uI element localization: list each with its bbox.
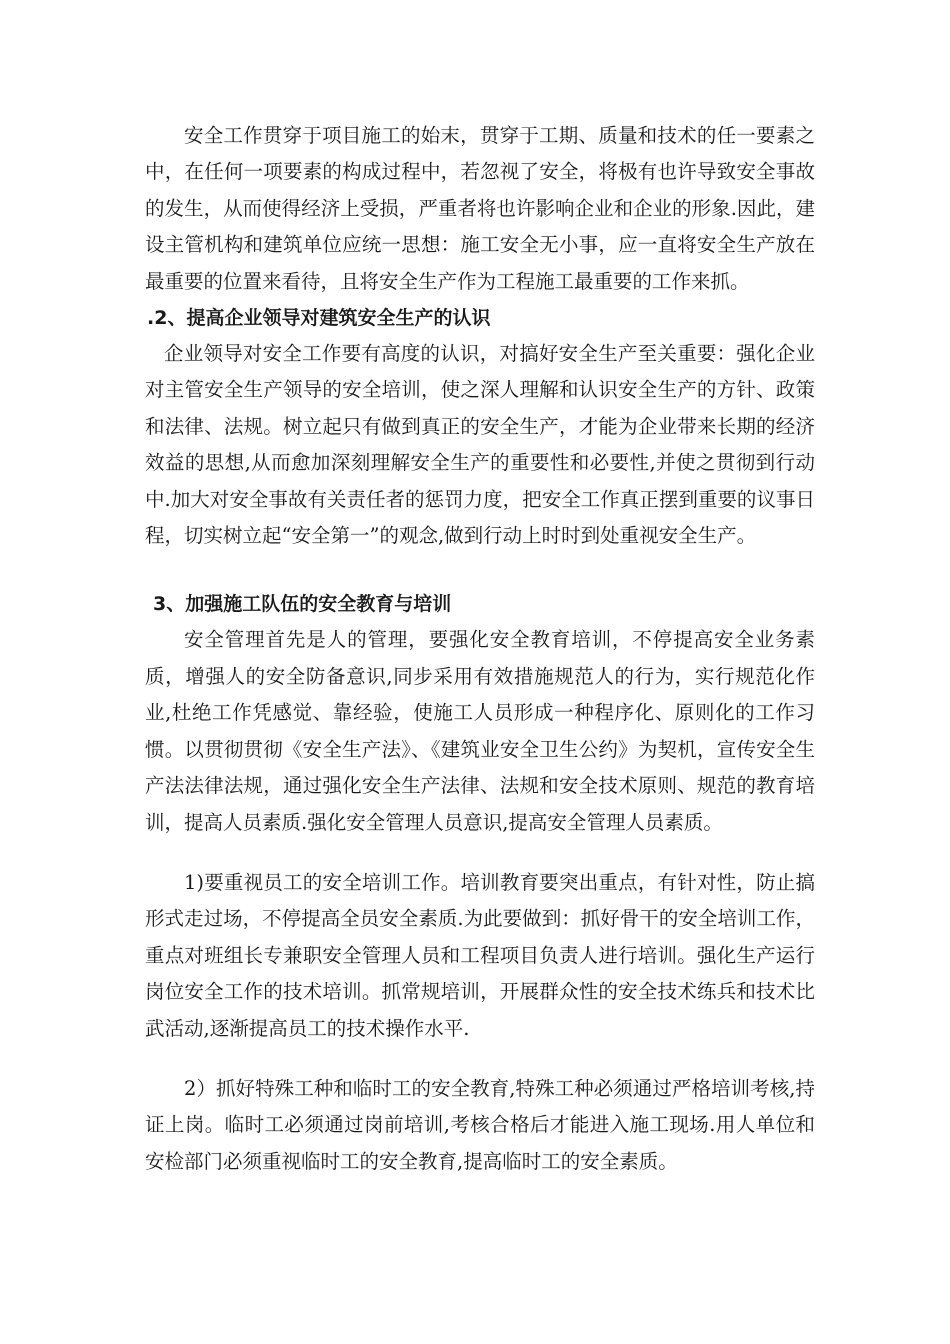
paragraph-leadership-awareness: 企业领导对安全工作要有高度的认识，对搞好安全生产至关重要：强化企业对主管安全生产领导的安全培训，使之深人理解和认识安全生产的方针、政策和法律、法规。树立起只有做到真正的安全生产，才能为企业带来长期的经济效益的思想,从而愈加深刻理解安全生产的重要性和必要性,并使之贯彻到行动中.加大对安全事故有关责任者的惩罚力度，把安全工作真正摆到重要的议事日程，切实树立起“安全第一”的观念,做到行动上时时到处重视安全生产。 — [145, 342, 815, 548]
section-heading-2: .2、提高企业领导对建筑安全生产的认识 — [147, 307, 491, 330]
paragraph-safety-overview: 安全工作贯穿于项目施工的始末，贯穿于工期、质量和技术的任一要素之中，在任何一项要素的构成过程中，若忽视了安全，将极有也许导致安全事故的发生，从而使得经济上受损，严重者将也许影响企业和企业的形象.因此，建设主管机构和建筑单位应统一思想：施工安全无小事，应一直将安全生产放在最重要的位置来看待，且将安全生产作为工程施工最重要的工作来抓。 — [145, 124, 815, 293]
paragraph-special-workers: 2）抓好特殊工种和临时工的安全教育,特殊工种必须通过严格培训考核,持证上岗。临时工必须通过岗前培训,考核合格后才能进入施工现场.用人单位和安检部门必须重视临时工的安全教育,提高临时工的安全素质。 — [145, 1076, 815, 1173]
paragraph-employee-training: 1)要重视员工的安全培训工作。培训教育要突出重点，有针对性，防止搞形式走过场，不停提高全员安全素质.为此要做到：抓好骨干的安全培训工作，重点对班组长专兼职安全管理人员和工程项目负责人进行培训。强化生产运行岗位安全工作的技术培训。抓常规培训，开展群众性的安全技术练兵和技术比武活动,逐渐提高员工的技术操作水平. — [145, 870, 815, 1040]
document-page — [145, 118, 815, 1180]
paragraph-safety-education: 安全管理首先是人的管理，要强化安全教育培训，不停提高安全业务素质，增强人的安全防备意识,同步采用有效措施规范人的行为，实行规范化作业,杜绝工作凭感觉、靠经验，使施工人员形成一种程序化、原则化的工作习惯。以贯彻贯彻《安全生产法》、《建筑业安全卫生公约》为契机，宣传安全生产法法律法规，通过强化安全生产法律、法规和安全技术原则、规范的教育培训，提高人员素质.强化安全管理人员意识,提高安全管理人员素质。 — [145, 628, 815, 834]
section-heading-3: 3、加强施工队伍的安全教育与培训 — [153, 593, 452, 616]
